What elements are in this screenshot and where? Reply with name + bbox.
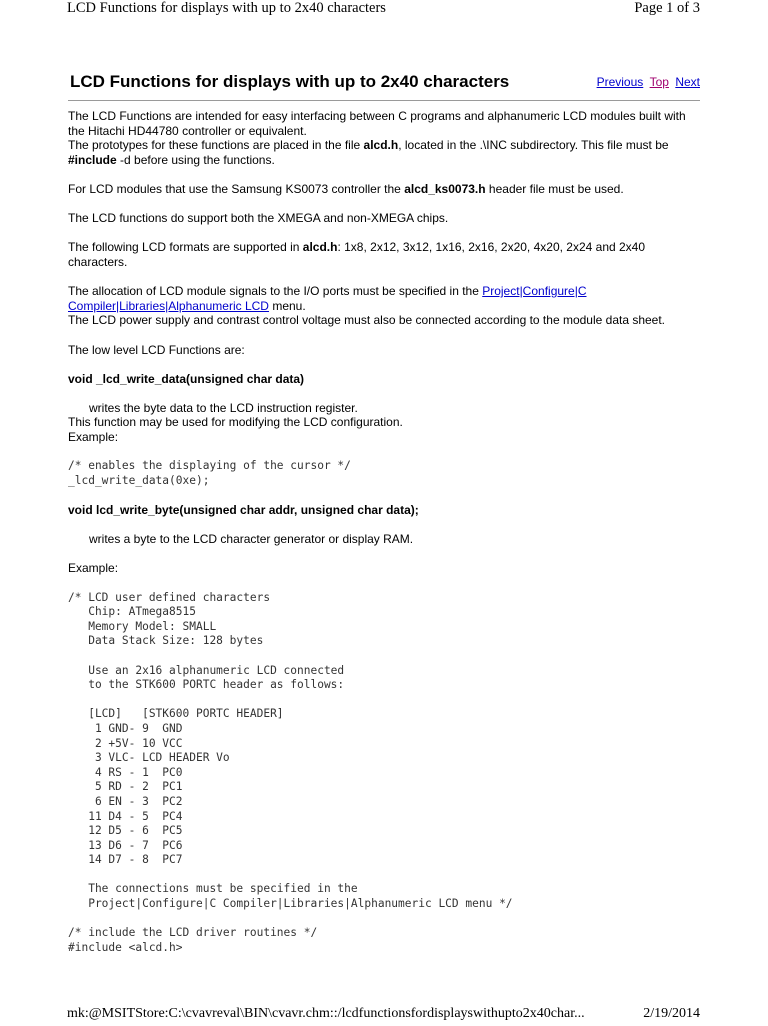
print-header-title: LCD Functions for displays with up to 2x40 characters [67, 0, 386, 16]
prototypes-text-3: -d before using the functions. [116, 152, 275, 167]
note-text: This function may be used for modifying the LCD configuration. [68, 415, 403, 430]
description-text: writes a byte to the LCD character generator or display RAM. [89, 532, 414, 547]
lcd-write-data-description [68, 401, 700, 445]
xmega-paragraph: The LCD functions do support both the XMEGA and non-XMEGA chips. [68, 211, 449, 226]
allocation-text-2: menu. [268, 298, 306, 313]
ks0073-file-name: alcd_ks0073.h [404, 181, 486, 196]
next-link[interactable]: Next [675, 75, 700, 89]
power-supply-text: The LCD power supply and contrast control voltage must also be connected according to the module data sheet. [68, 313, 666, 328]
print-header-page: Page 1 of 3 [634, 0, 700, 16]
intro-paragraph [68, 109, 700, 167]
previous-link[interactable]: Previous [596, 75, 644, 89]
page-title: LCD Functions for displays with up to 2x40 characters [70, 72, 510, 91]
allocation-text: The allocation of LCD module signals to the I/O ports must be specified in the [68, 284, 483, 299]
document-body [68, 70, 700, 955]
print-footer [67, 1006, 700, 1026]
prototypes-text: The prototypes for these functions are placed in the file [68, 138, 364, 153]
include-keyword: #include [68, 152, 117, 167]
code-example-user-chars: /* LCD user defined characters Chip: ATmega8515 Memory Model: SMALL Data Stack Size: 128 bytes Use an 2x16 alphanumeric LCD connected to the STK600 PORTC header as follows: [LCD] [STK600 PORTC HEADER] 1 GND- 9 GND 2 +5V- 10 VCC 3 VLC- LCD HEADER Vo 4 RS - 1 PC0 5 RD - 2 PC1 6 EN - 3 PC2 11 D4 - 5 PC4 12 D5 - 6 PC5 13 D6 - 7 PC6 14 D7 - 8 PC7 The connections must be specified in the Project|Configure|C Compiler|Libraries|Alphanumeric LCD menu */ /* include the LCD driver routines */ #include <alcd.h> [68, 590, 513, 954]
description-text: writes the byte data to the LCD instruction register. [89, 400, 358, 415]
signature-text: void lcd_write_byte(unsigned char addr, unsigned char data); [68, 503, 419, 518]
prototypes-text-2: , located in the .\INC subdirectory. This file must be [398, 138, 669, 153]
title-row [68, 70, 700, 100]
example-label: Example: [68, 430, 119, 445]
intro-text: The LCD Functions are intended for easy interfacing between C programs and alphanumeric LCD modules built with the Hitachi HD44780 controller or equivalent. [68, 109, 686, 138]
formats-text-2: : 1x8, 2x12, 3x12, 1x16, 2x16, 2x20, 4x20, 2x24 and 2x40 characters. [68, 240, 646, 269]
example-label-2: Example: [68, 561, 119, 576]
formats-file-name: alcd.h [302, 240, 338, 255]
alcd-file-name: alcd.h [363, 138, 399, 153]
print-footer-path: mk:@MSITStore:C:\cvavreval\BIN\cvavr.chm::/lcdfunctionsfordisplayswithupto2x40char... [67, 1006, 585, 1021]
print-footer-date: 2/19/2014 [643, 1006, 700, 1021]
configure-menu-link[interactable]: Project|Configure|C Compiler|Libraries|Alphanumeric LCD [68, 284, 587, 313]
function-signature-lcd-write-byte [68, 503, 700, 518]
signature-text: void _lcd_write_data(unsigned char data) [68, 371, 305, 386]
function-signature-lcd-write-data [68, 372, 700, 387]
top-link[interactable]: Top [649, 75, 669, 89]
formats-paragraph [68, 240, 700, 269]
allocation-paragraph [68, 284, 700, 328]
low-level-intro: The low level LCD Functions are: [68, 342, 245, 357]
code-example-cursor: /* enables the displaying of the cursor */ _lcd_write_data(0xe); [68, 459, 351, 487]
ks0073-text: For LCD modules that use the Samsung KS0073 controller the [68, 181, 405, 196]
ks0073-paragraph [68, 182, 700, 197]
title-divider [68, 100, 700, 101]
lcd-write-byte-description [68, 532, 700, 547]
nav-links [594, 75, 700, 89]
ks0073-text-2: header file must be used. [485, 181, 624, 196]
formats-text: The following LCD formats are supported in [68, 240, 303, 255]
print-header [67, 0, 700, 20]
